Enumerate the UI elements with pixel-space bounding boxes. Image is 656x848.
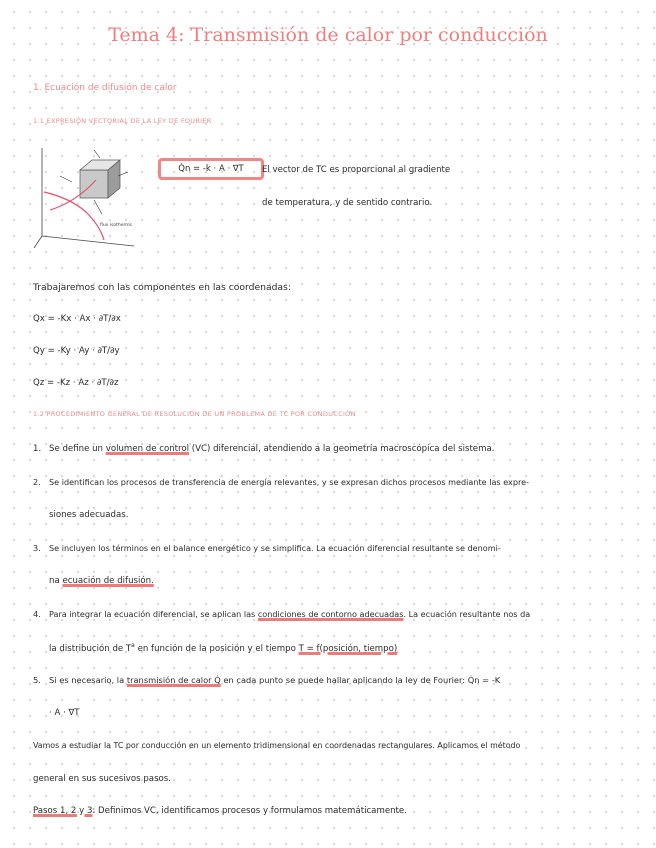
step-number: 4.	[33, 609, 41, 619]
pasos-text: : Definimos VC, identificamos procesos y formulamos matemáticamente.	[92, 806, 407, 816]
pasos-line	[33, 806, 407, 816]
step-text: (VC) diferencial, atendiendo a la geometría macroscópica del sistema.	[189, 444, 495, 454]
step-1	[33, 444, 494, 454]
page-title: Tema 4: Transmisión de calor por conducción	[108, 24, 548, 46]
vector-text-line2: de temperatura, y de sentido contrario.	[262, 198, 433, 208]
section-heading: 1. Ecuación de difusión de calor	[33, 83, 177, 93]
step-text: . La ecuación resultante nos da	[403, 609, 531, 619]
superscript: a	[131, 642, 135, 649]
step-number: 5.	[33, 675, 41, 685]
step-text: na	[49, 576, 63, 586]
step-text: en cada punto se puede hallar aplicando la ley de Fourier: Q̇n = -K	[220, 675, 501, 685]
step-text: Se incluyen los términos en el balance energético y se simplifica. La ecuación diferencial resultante se denomi-	[49, 543, 501, 553]
subsection-heading-2: 1.2 PROCEDIMIENTO GENERAL DE RESOLUCIÓN DE UN PROBLEMA DE TC POR CONDUCCIÓN	[33, 410, 356, 418]
step-4-line2	[49, 642, 397, 654]
component-x: Qx = -Kx · Ax · ∂T/∂x	[33, 314, 121, 324]
highlight-ecuacion-difusion: ecuación de difusión.	[62, 576, 154, 586]
step-2-line2: siones adecuadas.	[49, 510, 129, 520]
component-z: Qz = -Kz · Az · ∂T/∂z	[33, 378, 119, 388]
step-5-line1	[33, 675, 500, 685]
step-2-line1	[33, 477, 529, 487]
highlight-temperatura-funcion: T = f(posición, tiempo)	[298, 643, 398, 654]
paragraph-line2: general en sus sucesivos pasos.	[33, 774, 172, 784]
step-text: Se identifican los procesos de transferencia de energía relevantes, y se expresan dichos procesos mediante las expre-	[49, 477, 530, 487]
step-number: 2.	[33, 477, 41, 487]
paragraph-line1: Vamos a estudiar la TC por conducción en un elemento tridimensional en coordenadas rectangulares. Aplicamos el método	[33, 741, 521, 750]
component-y: Qy = -Ky · Ay · ∂T/∂y	[33, 346, 120, 356]
cube-diagram	[30, 140, 140, 252]
highlight-transmision-calor: transmisión de calor Q̇	[126, 675, 221, 685]
step-number: 1.	[33, 444, 42, 454]
vector-text-line1: El vector de TC es proporcional al gradiente	[262, 165, 451, 175]
step-number: 3.	[33, 543, 41, 553]
step-text: Se define un	[49, 444, 106, 454]
step-4-line1	[33, 609, 530, 619]
step-3-line2	[49, 576, 154, 586]
step-text: la distribución de T	[49, 643, 132, 654]
step-text: Para integrar la ecuación diferencial, se aplican las	[49, 609, 258, 619]
highlight-pasos: Pasos 1, 2 y 3	[33, 806, 93, 816]
highlight-condiciones-contorno: condiciones de contorno adecuadas	[257, 609, 404, 619]
subsection-heading: 1.1 EXPRESIÓN VECTORIAL DE LA LEY DE FOURIER	[33, 117, 212, 125]
step-5-line2: · A · ∇T	[49, 708, 80, 718]
highlight-volumen-control: volumen de control	[105, 444, 190, 454]
fourier-formula-box: Q̇n = -k · A · ∇T	[158, 158, 264, 180]
step-3-line1	[33, 543, 501, 553]
figure-label: flux isotherms	[100, 223, 133, 228]
components-intro: Trabajaremos con las componentes en las coordenadas:	[33, 282, 291, 293]
step-text: Si es necesario, la	[49, 675, 127, 685]
step-text: en función de la posición y el tiempo	[134, 643, 299, 654]
